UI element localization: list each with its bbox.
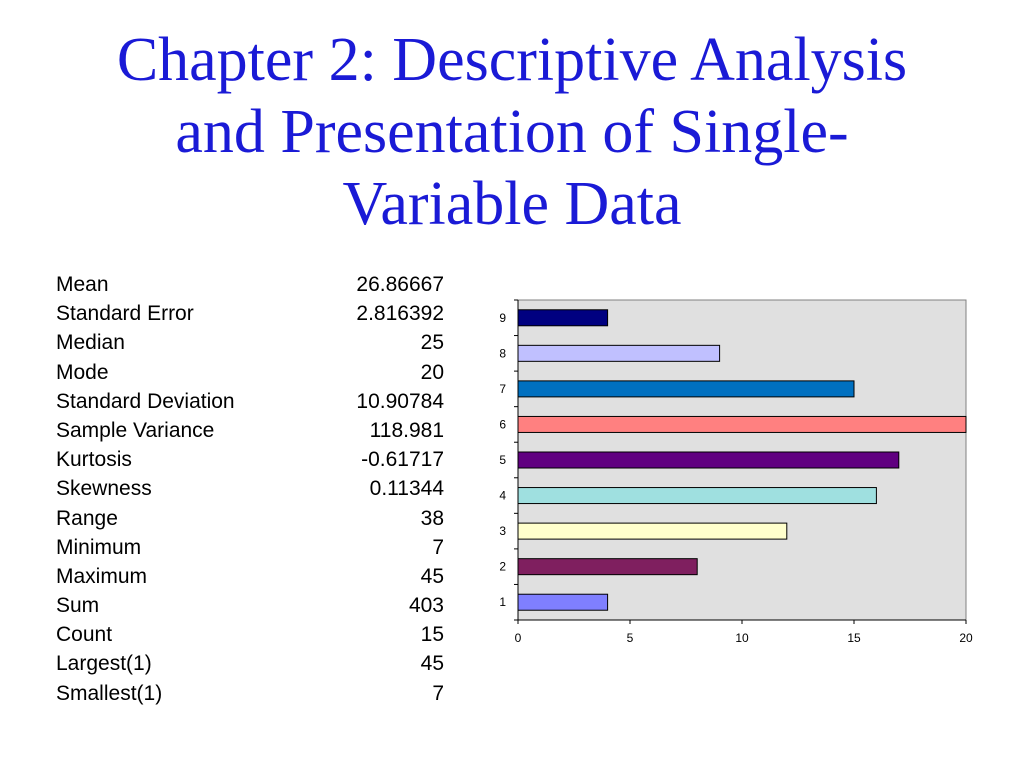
stat-row [56,416,444,445]
y-tick-label: 4 [499,488,506,503]
stat-row [56,533,444,562]
stat-row [56,387,444,416]
stat-label: Kurtosis [56,448,132,472]
stat-label: Sample Variance [56,418,215,442]
stat-value: 7 [432,535,444,559]
bar-category-7 [518,381,854,397]
bar-category-2 [518,559,697,575]
stat-row [56,299,444,328]
bar-category-6 [518,416,966,432]
stat-label: Median [56,331,125,355]
stat-row [56,445,444,474]
stat-label: Skewness [56,477,152,501]
stat-value: 45 [420,564,444,588]
stat-label: Range [56,506,118,530]
stat-value: -0.61717 [361,448,444,472]
slide-title-line-3: Variable Data [342,170,682,238]
stat-label: Sum [56,594,100,618]
stat-label: Standard Error [56,302,194,326]
y-tick-label: 2 [499,559,506,574]
stat-row [56,679,444,708]
x-tick-label: 15 [847,631,861,645]
x-tick-label: 5 [626,631,634,645]
stat-label: Mean [56,273,109,296]
stat-label: Standard Deviation [56,389,235,413]
stat-label: Largest(1) [56,652,152,676]
y-tick-label: 3 [499,524,506,539]
stat-value: 2.816392 [356,302,444,326]
stat-label: Maximum [56,564,148,588]
stat-value: 38 [420,506,444,530]
stat-row [56,591,444,620]
slide-title-line-2: and Presentation of Single- [175,98,849,166]
stat-row [56,270,444,299]
descriptive-statistics-table [56,270,444,708]
stat-value: 15 [420,623,444,647]
x-tick-label: 20 [959,631,973,645]
x-tick-label: 0 [514,631,522,645]
stat-label: Count [56,623,113,647]
slide-title [40,24,984,240]
stat-value: 10.90784 [356,389,444,413]
y-tick-label: 6 [499,417,506,432]
y-tick-label: 1 [499,595,506,610]
y-tick-label: 7 [499,381,506,396]
stat-row [56,649,444,678]
stat-value: 20 [420,360,444,384]
bar-category-3 [518,523,787,539]
bar-category-8 [518,345,720,361]
stat-value: 403 [408,594,444,618]
bar-category-9 [518,310,608,326]
stat-row [56,562,444,591]
bar-category-4 [518,488,876,504]
slide-title-line-1: Chapter 2: Descriptive Analysis [116,26,908,94]
stat-label: Mode [56,360,109,384]
stat-row [56,504,444,533]
bar-chart [470,282,990,662]
stat-row [56,620,444,649]
bar-category-5 [518,452,899,468]
stat-label: Smallest(1) [56,681,163,705]
y-tick-label: 5 [499,453,506,467]
stat-value: 26.86667 [356,273,444,296]
x-tick-label: 10 [735,631,749,645]
stat-row [56,474,444,503]
stat-value: 25 [420,331,444,355]
stat-label: Minimum [56,535,142,559]
bar-category-1 [518,594,608,610]
stat-value: 45 [420,652,444,676]
y-tick-label: 8 [499,346,506,361]
y-tick-label: 9 [499,310,506,325]
stat-row [56,358,444,387]
stat-row [56,328,444,357]
stat-value: 118.981 [369,418,444,442]
stat-value: 7 [432,681,444,705]
stat-value: 0.11344 [369,477,444,501]
